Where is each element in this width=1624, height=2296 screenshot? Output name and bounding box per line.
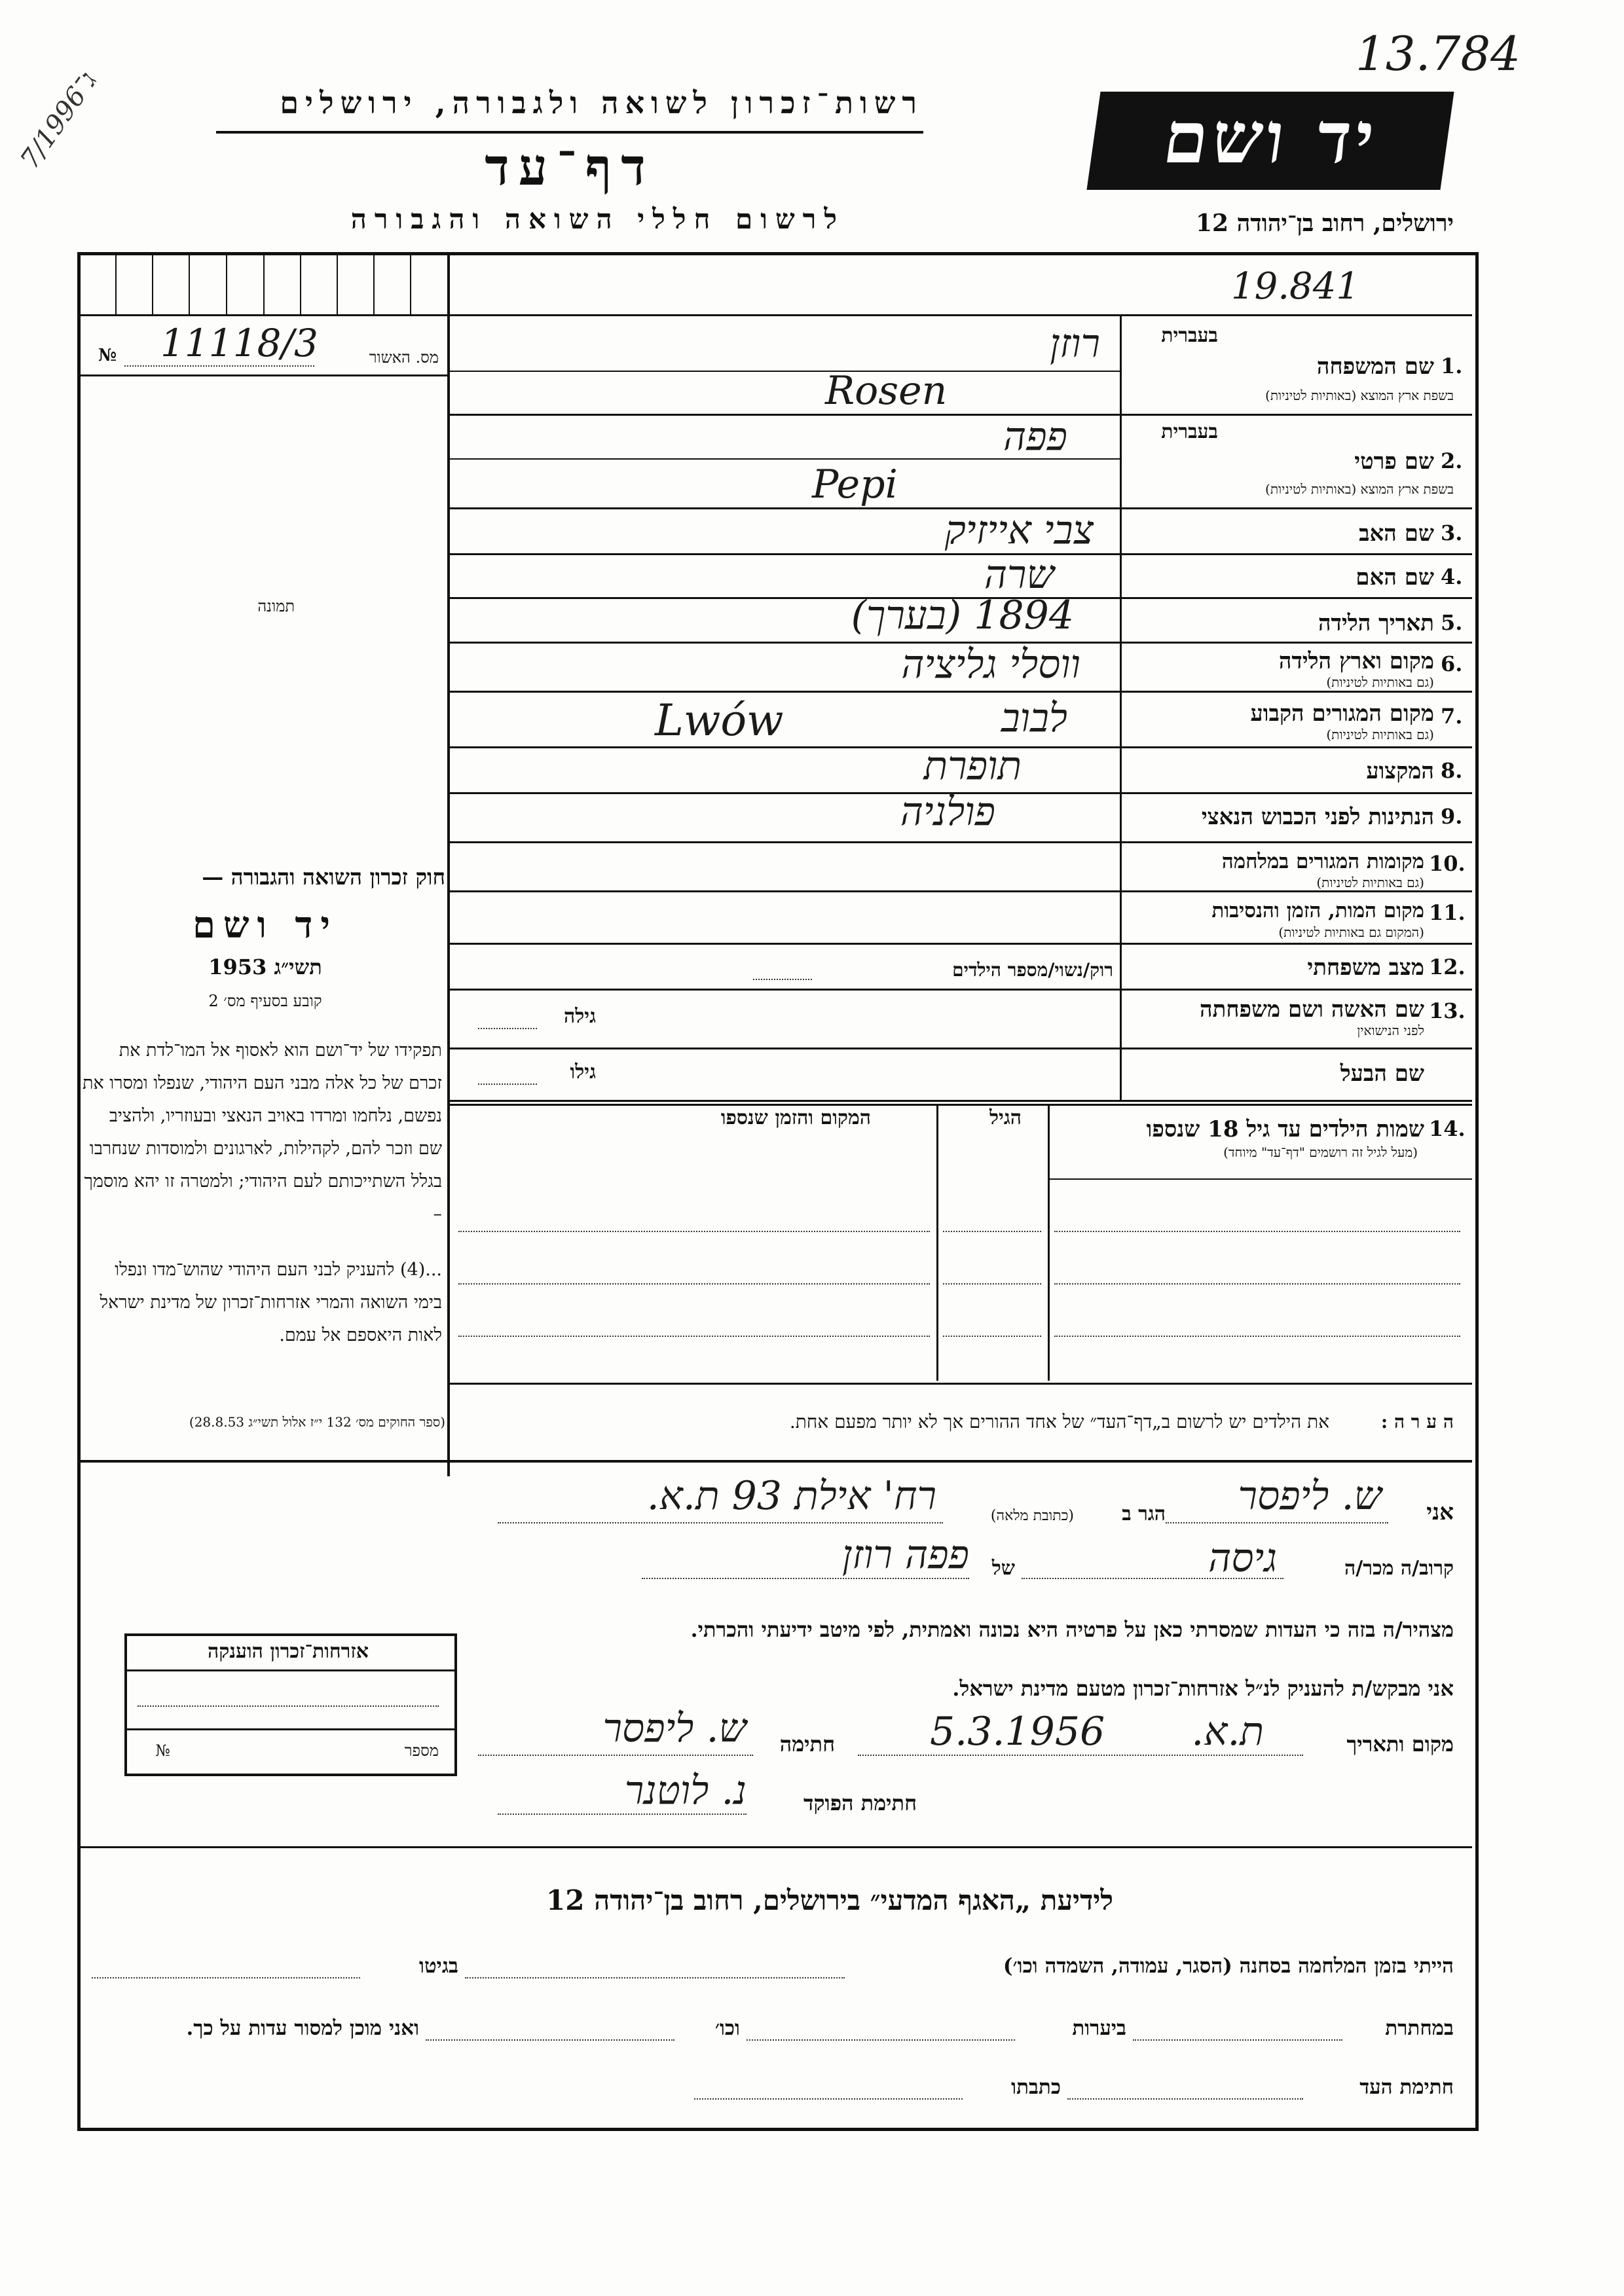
law-paragraph-2: ...(4) להעניק לבני העם היהודי שהוש־מדו ונפלו בימי השואה והמרי אזרחות־זכרון של מדינת ישראל לאות היאספם אל עמם. xyxy=(100,1260,442,1345)
corner-stamp: ג־7/1996 xyxy=(14,66,103,175)
field-1-value-latin: Rosen xyxy=(825,368,948,414)
field-7-label: מקום המגורים הקבוע xyxy=(1250,701,1434,727)
field-14-label: שמות הילדים עד גיל 18 שנספו xyxy=(1146,1116,1424,1142)
field-11-num: 11. xyxy=(1429,900,1466,925)
field-11-note: (המקום גם באותיות לטיניות) xyxy=(1278,924,1424,940)
field-5-label: תאריך הלידה xyxy=(1318,610,1434,636)
bottom-line3-a: חתימת העד xyxy=(1359,2075,1454,2099)
field-5-num: 5. xyxy=(1441,610,1463,635)
field-8-label: המקצוע xyxy=(1366,758,1434,784)
signature-value: ש. ליפסר xyxy=(602,1705,747,1751)
place-date-label: מקום ותאריך xyxy=(1346,1732,1454,1757)
field-9-value: פולניה xyxy=(900,789,995,835)
bottom-line1-a: הייתי בזמן המלחמה בסחנה (הסגר, עמודה, השמדה וכו׳) xyxy=(1003,1954,1454,1978)
field-2-hebrew-tag: בעברית xyxy=(1161,420,1218,443)
logo-text: יד ושם xyxy=(1158,97,1384,179)
field-1-hebrew-tag: בעברית xyxy=(1161,324,1218,347)
declaration-statement: מצהיר/ה בזה כי העדות שמסרתי כאן על פרטיה היא נכונה ואמתית, לפי מיטב ידיעתי והכרתי. xyxy=(690,1617,1454,1642)
bottom-heading: לידיעת „האגף המדעי״ בירושלים, רחוב בן־יהודה 12 xyxy=(546,1884,1113,1916)
form-subtitle: לרשום חללי השואה והגבורה xyxy=(350,203,845,235)
field-14-num: 14. xyxy=(1429,1116,1466,1141)
field-8-num: 8. xyxy=(1441,758,1463,783)
declaration-i-label: אני xyxy=(1426,1499,1454,1525)
field-2-label: שם פרטי xyxy=(1354,448,1434,475)
field-5-value: 1894 (בערך) xyxy=(851,592,1074,638)
field-10-label: מקומות המגורים במלחמה xyxy=(1221,850,1424,873)
approval-label: מס. האשור xyxy=(369,348,439,367)
authority-title: רשות־זכרון לשואה ולגבורה, ירושלים xyxy=(280,85,923,120)
field-7-value-he: לבוב xyxy=(1001,695,1067,741)
field-7-num: 7. xyxy=(1441,704,1463,729)
field-13-num: 13. xyxy=(1429,998,1466,1023)
declaration-i-value: ש. ליפסר xyxy=(1238,1473,1382,1519)
signature-label: חתימה xyxy=(779,1732,835,1757)
yad-vashem-logo xyxy=(1086,92,1454,190)
officer-value: נ. לוטנר xyxy=(624,1768,747,1813)
field-4-label: שם האם xyxy=(1356,564,1434,591)
field-1-label: שם המשפחה xyxy=(1316,354,1434,380)
field-1-latin-note: בשפת ארץ המוצא (באותיות לטיניות) xyxy=(1265,388,1454,403)
field-2-latin-note: בשפת ארץ המוצא (באותיות לטיניות) xyxy=(1265,481,1454,497)
field-2-value-latin: Pepi xyxy=(812,462,898,507)
bottom-line3-b: כתבתו xyxy=(1011,2075,1061,2099)
field-2-value-he: פפה xyxy=(1003,414,1067,460)
field-4-value: שרה xyxy=(984,552,1054,598)
field-1-value-he: רוזן xyxy=(1050,321,1100,367)
field-3-num: 3. xyxy=(1441,520,1463,545)
field-12-num: 12. xyxy=(1429,955,1466,979)
field-3-value: צבי אייזיק xyxy=(944,507,1094,553)
header-address: ירושלים, רחוב בן־יהודה 12 xyxy=(1195,210,1454,237)
field-8-value: תופרת xyxy=(923,743,1022,789)
law-name: יד ושם xyxy=(192,903,339,947)
photo-label: תמונה xyxy=(257,597,295,615)
citizenship-number-sign: № xyxy=(155,1741,170,1760)
declaration-relative-label: קרוב/ה מכר/ה xyxy=(1344,1557,1454,1580)
bottom-line2-b: ביערות xyxy=(1072,2016,1126,2040)
field-6-value: ווסלי גליציה xyxy=(901,642,1080,687)
bottom-line1-b: בגיטו xyxy=(419,1954,458,1978)
declaration-of-value: פפה רוזן xyxy=(842,1532,969,1578)
field-6-label: מקום וארץ הלידה xyxy=(1278,648,1434,674)
field-6-note: (גם באותיות לטיניות) xyxy=(1326,674,1434,690)
children-age-column: הגיל xyxy=(989,1106,1022,1129)
remark-text: את הילדים יש לרשום ב„דף־העד״ של אחד ההורים אך לא יותר מפעם אחת. xyxy=(789,1411,1329,1432)
field-7-value-latin: Lwów xyxy=(655,695,784,746)
field-1-num: 1. xyxy=(1441,354,1463,378)
bottom-line2-d: ואני מוכן למסור עדות על כך. xyxy=(186,2016,419,2040)
field-11-label: מקום המות, הזמן והנסיבות xyxy=(1211,899,1424,922)
declaration-residing-label: הגר ב xyxy=(1122,1503,1166,1525)
field-7-note: (גם באותיות לטיניות) xyxy=(1326,727,1434,742)
field-9-label: הנתינות לפני הכבוש הנאצי xyxy=(1201,804,1434,830)
declaration-address-value: רח' אילת 93 ת.א. xyxy=(646,1473,936,1519)
field-14-note: (מעל לגיל זה רושמים "דף־עד" מיוחד) xyxy=(1223,1144,1418,1160)
date-value: 5.3.1956 xyxy=(930,1709,1105,1755)
law-citation: (ספר החוקים מס׳ 132 י״ז אלול תשי״ג 28.8.53) xyxy=(189,1414,445,1430)
declaration-of-label: של xyxy=(991,1557,1015,1580)
field-6-num: 6. xyxy=(1441,651,1463,676)
field-2-num: 2. xyxy=(1441,448,1463,473)
children-place-column: המקום והזמן שנספו xyxy=(720,1106,871,1129)
declaration-relative-value: גיסה xyxy=(1208,1535,1277,1581)
citizenship-number-label: מספר xyxy=(404,1741,439,1760)
law-year: תשי״ג 1953 xyxy=(208,955,322,979)
field-12-options: רוק/נשוי/מספר הילדים xyxy=(952,959,1113,981)
field-12-label: מצב משפחתי xyxy=(1307,955,1424,981)
officer-label: חתימת הפוקד xyxy=(803,1791,917,1815)
husband-age-label: גילו xyxy=(570,1061,596,1084)
field-3-label: שם האב xyxy=(1359,520,1434,547)
remark-label: ה ע ר ה : xyxy=(1380,1411,1454,1432)
field-9-num: 9. xyxy=(1441,804,1463,829)
declaration-request: אני מבקש/ת להעניק לנ״ל אזרחות־זכרון מטעם מדינת ישראל. xyxy=(952,1676,1454,1701)
law-paragraph-1: תפקידו של יד־ושם הוא לאסוף אל המו־לדת את זכרם של כל אלה מבני העם היהודי, שנפלו ומסרו את נפשם, נלחמו ומרדו באויב הנאצי ובעוזריו, ולהציב שם וזכר להם, לקהילות, לארגונים ולמוסדות שנחרבו בגלל השתייכותם לעם היהודי; ולמטרה זו יהא מוסמך – xyxy=(83,1040,442,1224)
field-13-label: שם האשה ושם משפחתה xyxy=(1200,996,1424,1023)
wife-age-label: גילה xyxy=(563,1005,596,1028)
approval-number: 11118/3 xyxy=(160,321,318,365)
law-clause: קובע בסעיף מס׳ 2 xyxy=(208,992,322,1010)
field-10-note: (גם באותיות לטיניות) xyxy=(1316,875,1424,890)
husband-label: שם הבעל xyxy=(1340,1061,1424,1087)
field-10-num: 10. xyxy=(1429,851,1466,876)
declaration-address-note: (כתובת מלאה) xyxy=(990,1508,1074,1524)
approval-no-sign: № xyxy=(98,346,117,365)
top-right-number: 13.784 xyxy=(1356,26,1521,81)
field-4-num: 4. xyxy=(1441,564,1463,589)
bottom-line2-a: במחתרת xyxy=(1385,2016,1454,2040)
citizenship-title: אזרחות־זכרון הוענקה xyxy=(207,1640,369,1663)
bottom-line2-c: וכו׳ xyxy=(714,2016,740,2040)
law-heading: חוק זכרון השואה והגבורה — xyxy=(202,864,445,890)
form-title: דף־עד xyxy=(485,137,655,197)
field-13-note: לפני הנישואין xyxy=(1357,1023,1424,1038)
place-value: ת.א. xyxy=(1191,1709,1264,1755)
record-number: 19.841 xyxy=(1231,265,1359,308)
